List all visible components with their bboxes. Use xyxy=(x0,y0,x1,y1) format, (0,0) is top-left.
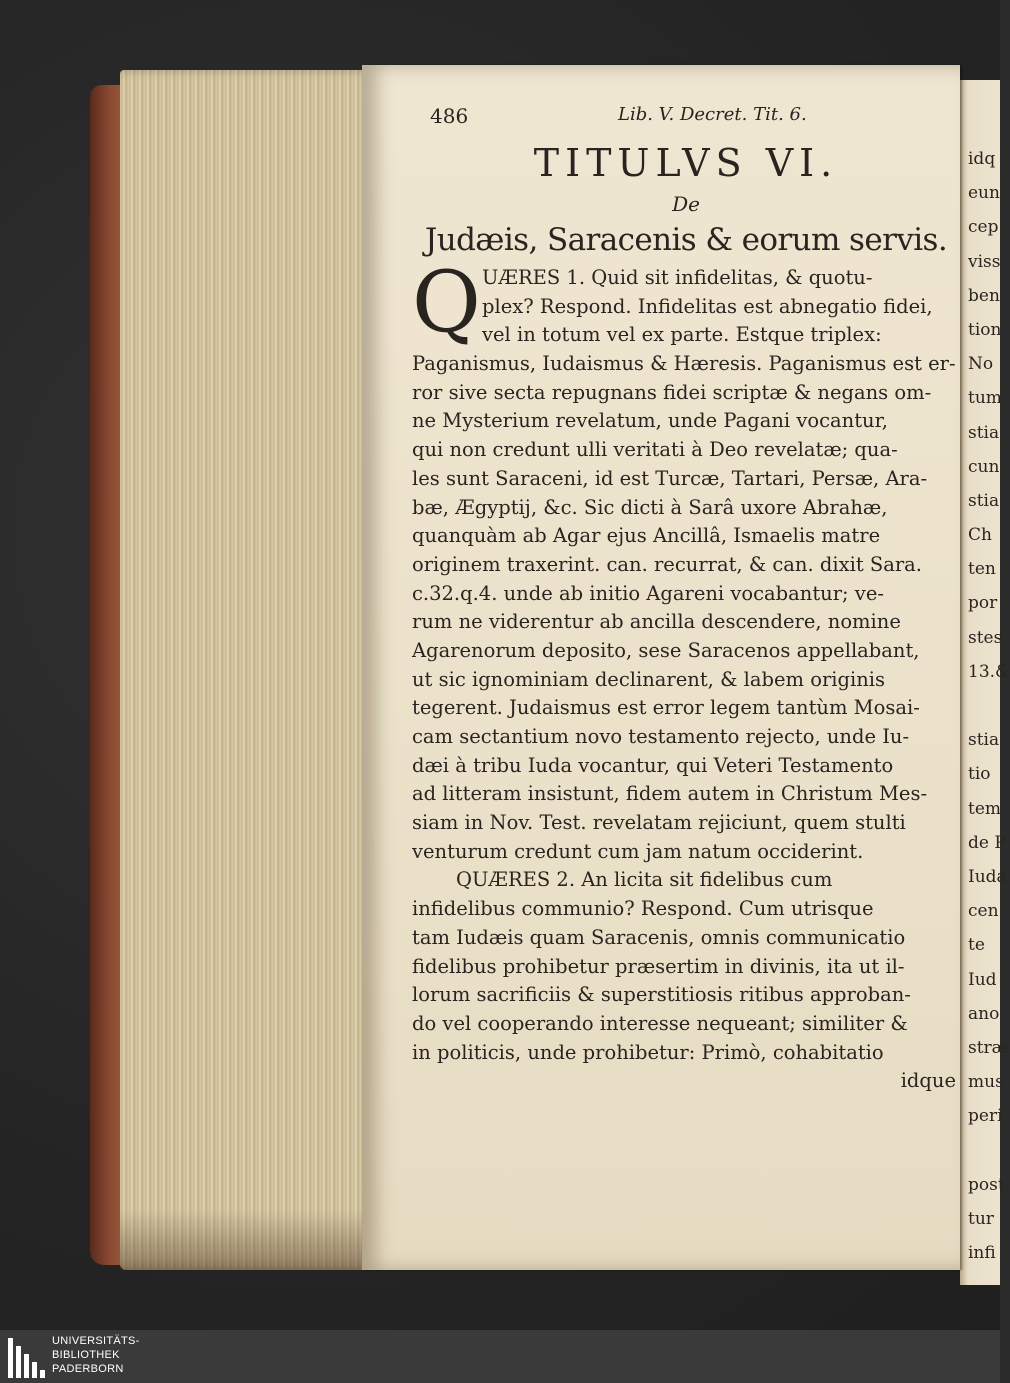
text-line: lorum sacrificiis & superstitiosis ritibus approban- xyxy=(412,983,911,1007)
facing-page-fragment: ano xyxy=(968,1003,1000,1024)
library-name xyxy=(52,1334,140,1376)
facing-page-fragment: post xyxy=(968,1174,1005,1195)
facing-page-fragment: 13.& xyxy=(968,661,1010,682)
paragraph-1 xyxy=(412,253,960,866)
text-line: quanquàm ab Agar ejus Ancillâ, Ismaelis matre xyxy=(412,524,881,548)
text-line: venturum credunt cum jam natum occiderint. xyxy=(412,839,864,863)
facing-page-fragment: tion xyxy=(968,319,1002,340)
text-line: in politicis, unde prohibetur: Primò, cohabitatio xyxy=(412,1040,884,1064)
drop-cap: Q xyxy=(412,253,481,351)
facing-page-fragment: te xyxy=(968,935,985,956)
facing-page-fragment: peri xyxy=(968,1106,1003,1127)
text-line: ror sive secta repugnans fidei scriptæ & negans om- xyxy=(412,380,932,404)
text-line: QUÆRES 2. An licita sit fidelibus cum xyxy=(456,868,833,892)
text-line: vel in totum vel ex parte. Estque triplex: xyxy=(482,323,882,347)
page-number: 486 xyxy=(430,104,469,128)
chapter-subtitle: Judæis, Saracenis & eorum servis. xyxy=(424,222,948,258)
library-name-line1: UNIVERSITÄTS- xyxy=(52,1335,140,1347)
text-line: Agarenorum deposito, sese Saracenos appellabant, xyxy=(412,638,920,662)
page-edges-shadow xyxy=(120,1210,378,1270)
facing-page-fragment: stia xyxy=(968,422,1000,443)
facing-page-fragment: idq xyxy=(968,149,996,169)
facing-page-fragment: por xyxy=(968,593,998,614)
text-line: plex? Respond. Infidelitas est abnegatio fidei, xyxy=(482,294,933,318)
facing-page-fragment: infi xyxy=(968,1243,996,1263)
facing-page-fragment: Iud xyxy=(968,969,997,990)
facing-page-fragment: stræ xyxy=(968,1037,1008,1058)
text-line: do vel cooperando interesse nequeant; similiter & xyxy=(412,1011,908,1035)
text-line: les sunt Saraceni, id est Turcæ, Tartari, Persæ, Ara- xyxy=(412,466,928,490)
facing-page-fragment: Iuda xyxy=(968,866,1007,887)
text-line: ut sic ignominiam declinarent, & labem originis xyxy=(412,667,886,691)
text-line: c.32.q.4. unde ab initio Agareni vocabantur; ve- xyxy=(412,581,884,605)
facing-page-fragment: tur xyxy=(968,1208,994,1229)
facing-page-fragment: cun xyxy=(968,456,1000,477)
facing-page-fragment: Ch xyxy=(968,525,992,546)
text-line: fidelibus prohibetur præsertim in divinis, ita ut il- xyxy=(412,954,905,978)
facing-page-fragment: ben xyxy=(968,285,1000,306)
book-page-edges xyxy=(120,70,378,1270)
library-name-line2: BIBLIOTHEK xyxy=(52,1349,120,1361)
text-line: dæi à tribu Iuda vocantur, qui Veteri Testamento xyxy=(412,753,894,777)
facing-page-fragment: de P xyxy=(968,832,1006,853)
running-head xyxy=(430,104,850,134)
text-line: UÆRES 1. Quid sit infidelitas, & quotu- xyxy=(482,266,873,289)
page-text xyxy=(412,138,960,1096)
paragraph-2 xyxy=(412,866,960,1096)
text-line: rum ne viderentur ab ancilla descendere, nomine xyxy=(412,610,901,634)
text-line: cam sectantium novo testamento rejecto, unde Iu- xyxy=(412,725,910,748)
facing-page-fragment: tum xyxy=(968,388,1002,409)
facing-page-fragment: stes xyxy=(968,627,1003,648)
text-line: siam in Nov. Test. revelatam rejiciunt, quem stulti xyxy=(412,811,906,835)
running-title: Lib. V. Decret. Tit. 6. xyxy=(618,104,807,125)
text-line: bæ, Ægyptij, &c. Sic dicti à Sarâ uxore Abrahæ, xyxy=(412,495,888,519)
chapter-de: De xyxy=(672,192,700,216)
facing-page-fragment xyxy=(968,1133,1000,1167)
text-line: qui non credunt ulli veritati à Deo revelatæ; qua- xyxy=(412,438,898,462)
text-line: tegerent. Judaismus est error legem tantùm Mosai- xyxy=(412,696,920,720)
chapter-title: TITULVS VI. xyxy=(533,141,839,185)
facing-page-fragment: tio xyxy=(968,764,991,785)
facing-page-fragment: mus xyxy=(968,1072,1004,1093)
facing-page-fragment: stia xyxy=(968,730,1000,751)
facing-page-fragment: cen xyxy=(968,901,999,922)
library-name-line3: PADERBORN xyxy=(52,1363,124,1375)
text-line: originem traxerint. can. recurrat, & can. dixit Sara. xyxy=(412,552,922,576)
facing-page-fragment: cep xyxy=(968,217,999,238)
catchword: idque xyxy=(900,1069,956,1093)
text-line: ad litteram insistunt, fidem autem in Christum Mes- xyxy=(412,782,928,806)
facing-page-fragment: stia xyxy=(968,490,1000,511)
facing-page-fragment: viss xyxy=(968,251,1001,272)
facing-page-fragment: tem xyxy=(968,798,1002,819)
text-line: infidelibus communio? Respond. Cum utrisque xyxy=(412,897,874,921)
facing-page-fragment: eun xyxy=(968,183,1000,204)
footer-bar xyxy=(0,1330,1000,1383)
facing-page-fragment xyxy=(968,689,1000,723)
text-line: Paganismus, Iudaismus & Hæresis. Paganismus est er- xyxy=(412,352,956,376)
facing-page-text xyxy=(968,142,1010,1270)
text-line: ne Mysterium revelatum, unde Pagani vocantur, xyxy=(412,409,888,433)
text-line: tam Iudæis quam Saracenis, omnis communicatio xyxy=(412,925,906,949)
library-logo-icon xyxy=(8,1336,48,1378)
facing-page-fragment: No xyxy=(968,354,994,375)
facing-page-fragment: ten xyxy=(968,559,996,580)
